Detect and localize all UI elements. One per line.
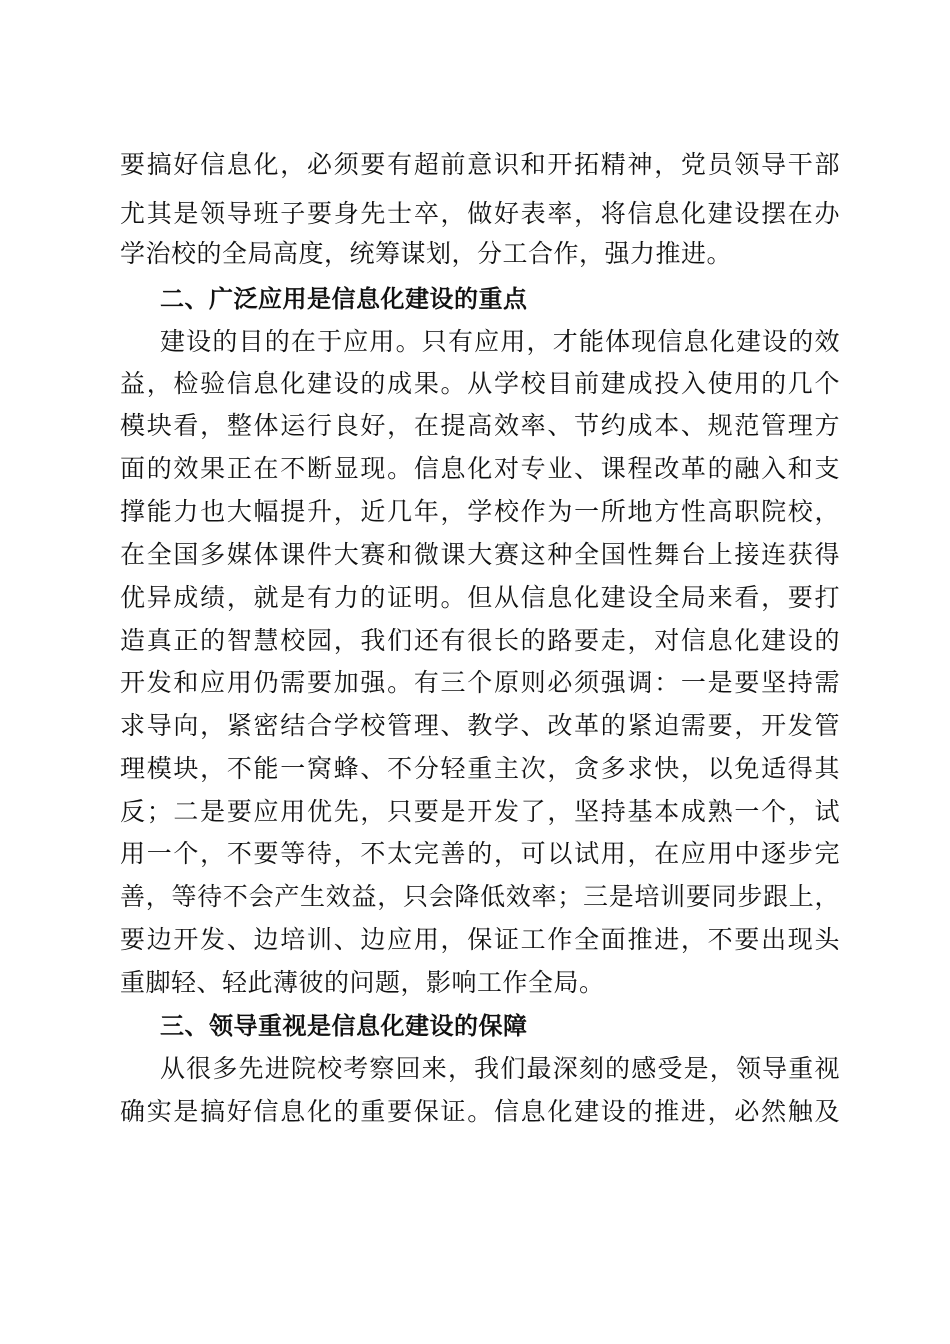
paragraph-line: 撑能力也大幅提升，近几年，学校作为一所地方性高职院校，: [120, 497, 840, 526]
paragraph-line: 学治校的全局高度，统筹谋划，分工合作，强力推进。: [120, 239, 733, 268]
paragraph-line: 开发和应用仍需要加强。有三个原则必须强调：一是要坚持需: [120, 668, 840, 697]
section-heading-2: 二、广泛应用是信息化建设的重点: [160, 285, 528, 313]
paragraph-line: 益，检验信息化建设的成果。从学校目前建成投入使用的几个: [120, 369, 840, 398]
paragraph-line: 确实是搞好信息化的重要保证。信息化建设的推进，必然触及: [120, 1097, 840, 1126]
section-heading-3: 三、领导重视是信息化建设的保障: [160, 1012, 528, 1040]
paragraph-line: 理模块，不能一窝蜂、不分轻重主次，贪多求快，以免适得其: [120, 754, 840, 783]
paragraph-line: 求导向，紧密结合学校管理、教学、改革的紧迫需要，开发管: [120, 711, 840, 740]
paragraph-line: 优异成绩，就是有力的证明。但从信息化建设全局来看，要打: [120, 583, 840, 612]
paragraph-line: 在全国多媒体课件大赛和微课大赛这种全国性舞台上接连获得: [120, 540, 840, 569]
paragraph-line: 造真正的智慧校园，我们还有很长的路要走，对信息化建设的: [120, 626, 840, 655]
paragraph-line: 善，等待不会产生效益，只会降低效率；三是培训要同步跟上，: [120, 882, 840, 911]
paragraph-line: 建设的目的在于应用。只有应用，才能体现信息化建设的效: [160, 327, 840, 356]
paragraph-line: 面的效果正在不断显现。信息化对专业、课程改革的融入和支: [120, 454, 840, 483]
paragraph-line: 重脚轻、轻此薄彼的问题，影响工作全局。: [120, 968, 605, 997]
paragraph-line: 要边开发、边培训、边应用，保证工作全面推进，不要出现头: [120, 925, 840, 954]
paragraph-line: 模块看，整体运行良好，在提高效率、节约成本、规范管理方: [120, 411, 840, 440]
paragraph-line: 尤其是领导班子要身先士卒，做好表率，将信息化建设摆在办: [120, 199, 840, 228]
paragraph-line: 反；二是要应用优先，只要是开发了，坚持基本成熟一个，试: [120, 797, 840, 826]
paragraph-line: 从很多先进院校考察回来，我们最深刻的感受是，领导重视: [160, 1054, 840, 1083]
paragraph-line: 要搞好信息化，必须要有超前意识和开拓精神，党员领导干部: [120, 150, 840, 179]
paragraph-line: 用一个，不要等待，不太完善的，可以试用，在应用中逐步完: [120, 839, 840, 868]
